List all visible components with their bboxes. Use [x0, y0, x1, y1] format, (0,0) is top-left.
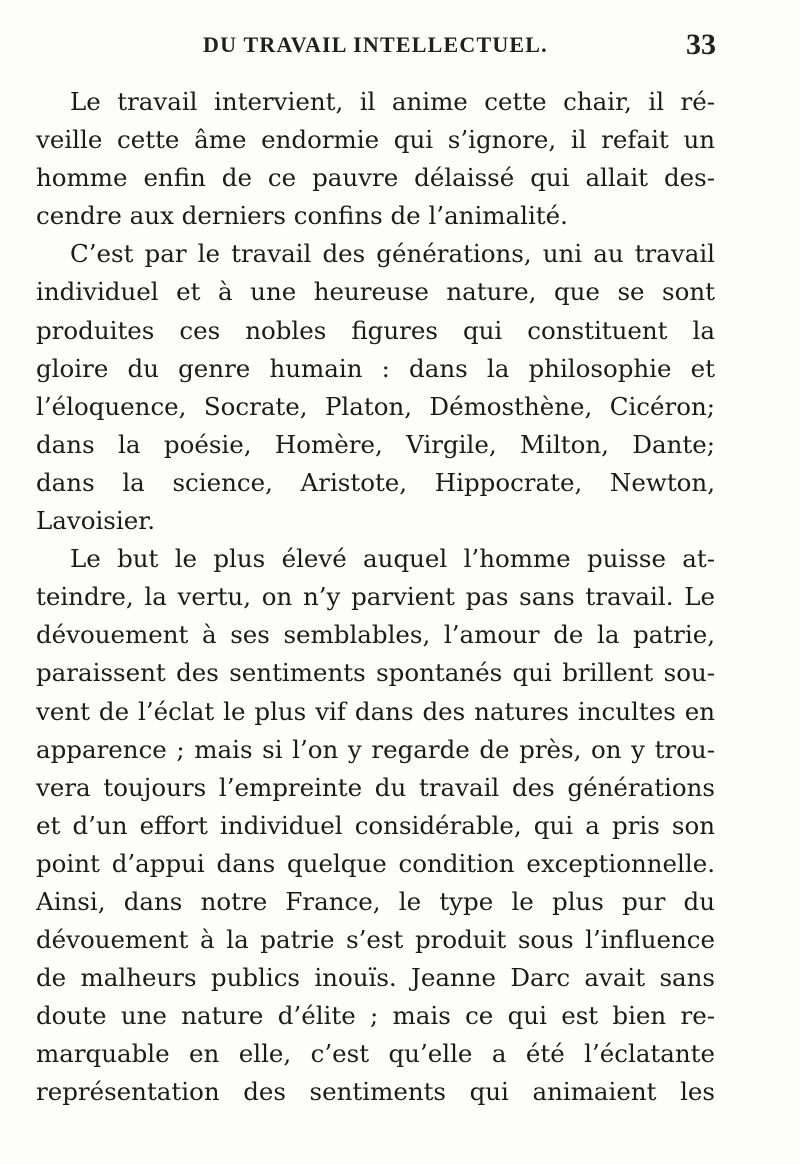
text-line: dévouement à ses semblables, l’amour de la patrie, [36, 620, 715, 650]
page-header [0, 28, 800, 72]
text-line: Le travail intervient, il anime cette chair, il ré- [70, 87, 715, 116]
text-line: veille cette âme endormie qui s’ignore, il refait un [36, 125, 715, 155]
text-line: dans la science, Aristote, Hippocrate, Newton, [36, 467, 715, 497]
text-line: C’est par le travail des générations, uni au travail [70, 239, 715, 269]
text-line: homme enfin de ce pauvre délaissé qui allait des- [36, 163, 715, 193]
body-text [36, 83, 715, 1112]
text-line: Lavoisier. [36, 506, 156, 536]
text-line: dans la poésie, Homère, Virgile, Milton, Dante; [36, 429, 715, 459]
text-line: vera toujours l’empreinte du travail des générations [36, 772, 715, 802]
text-line: représentation des sentiments qui animaient les [36, 1077, 715, 1107]
text-line: individuel et à une heureuse nature, que se sont [36, 277, 715, 307]
text-line: point d’appui dans quelque condition exceptionnelle. [36, 848, 715, 878]
text-line: apparence ; mais si l’on y regarde de près, on y trou- [36, 734, 715, 764]
text-line: gloire du genre humain : dans la philosophie et [36, 353, 715, 383]
text-line: paraissent des sentiments spontanés qui brillent sou- [36, 658, 715, 688]
text-line: et d’un effort individuel considérable, qui a pris son [36, 810, 715, 840]
running-title: DU TRAVAIL INTELLECTUEL. [203, 32, 548, 57]
text-line: l’éloquence, Socrate, Platon, Démosthène, Cicéron; [36, 391, 715, 421]
text-line: de malheurs publics inouïs. Jeanne Darc avait sans [36, 963, 715, 993]
text-line: teindre, la vertu, on n’y parvient pas sans travail. Le [36, 582, 715, 612]
text-line: vent de l’éclat le plus vif dans des natures incultes en [36, 696, 715, 726]
text-line: cendre aux derniers confins de l’animalité. [36, 201, 568, 231]
text-line: marquable en elle, c’est qu’elle a été l’éclatante [36, 1039, 715, 1069]
page-number: 33 [686, 28, 716, 61]
text-line: doute une nature d’élite ; mais ce qui est bien re- [36, 1001, 715, 1031]
text-line: produites ces nobles figures qui constituent la [36, 315, 715, 345]
text-line: Le but le plus élevé auquel l’homme puisse at- [70, 544, 715, 574]
text-line: dévouement à la patrie s’est produit sous l’influence [36, 925, 715, 955]
text-line: Ainsi, dans notre France, le type le plus pur du [36, 886, 715, 916]
